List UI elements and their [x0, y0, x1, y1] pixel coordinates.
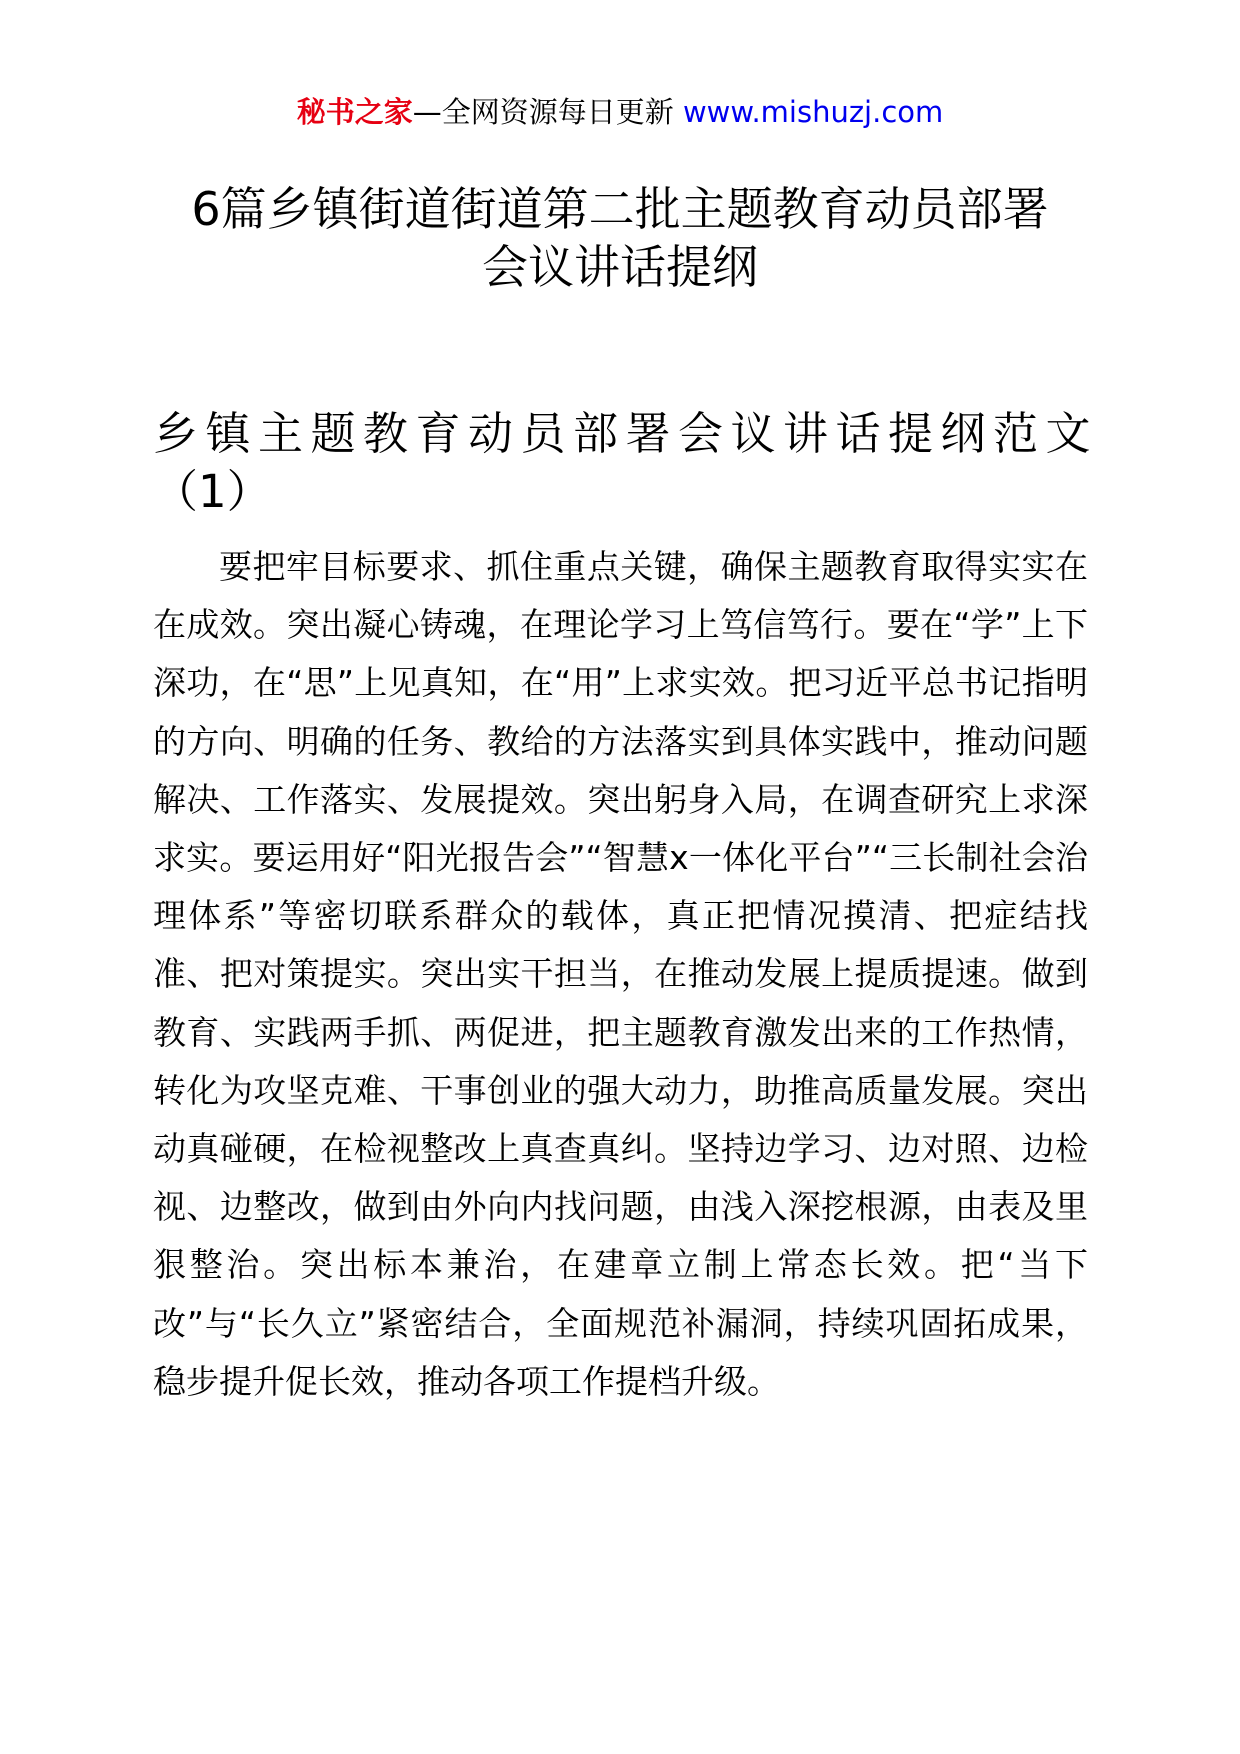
section-heading-line-2: （1） [153, 465, 272, 518]
document-title-line-1: 6篇乡镇街道街道第二批主题教育动员部署 [191, 182, 1049, 236]
site-url-link[interactable]: www.mishuzj.com [682, 95, 944, 129]
site-header [0, 92, 1240, 132]
site-brand: 秘书之家 [296, 95, 413, 129]
document-title [160, 180, 1080, 296]
body-paragraph: 要把牢目标要求、抓住重点关键，确保主题教育取得实实在在成效。突出凝心铸魂，在理论学习上笃信笃行。要在“学”上下深功，在“思”上见真知，在“用”上求实效。把习近平总书记指明的方向、明确的任务、教给的方法落实到具体实践中，推动问题解决、工作落实、发展提效。突出躬身入局，在调查研究上求深求实。要运用好“阳光报告会”“智慧x一体化平台”“三长制社会治理体系”等密切联系群众的载体，真正把情况摸清、把症结找准、把对策提实。突出实干担当，在推动发展上提质提速。做到教育、实践两手抓、两促进，把主题教育激发出来的工作热情，转化为攻坚克难、干事创业的强大动力，助推高质量发展。突出动真碰硬，在检视整改上真查真纠。坚持边学习、边对照、边检视、边整改，做到由外向内找问题，由浅入深挖根源，由表及里狠整治。突出标本兼治，在建章立制上常态长效。把“当下改”与“长久立”紧密结合，全面规范补漏洞，持续巩固拓成果，稳步提升促长效，推动各项工作提档升级。 [153, 547, 1088, 1401]
section-heading-line-1: 乡镇主题教育动员部署会议讲话提纲范文 [153, 407, 1099, 460]
document-title-line-2: 会议讲话提纲 [482, 240, 758, 294]
site-tagline: —全网资源每日更新 [412, 95, 683, 129]
section-heading [153, 405, 1098, 521]
